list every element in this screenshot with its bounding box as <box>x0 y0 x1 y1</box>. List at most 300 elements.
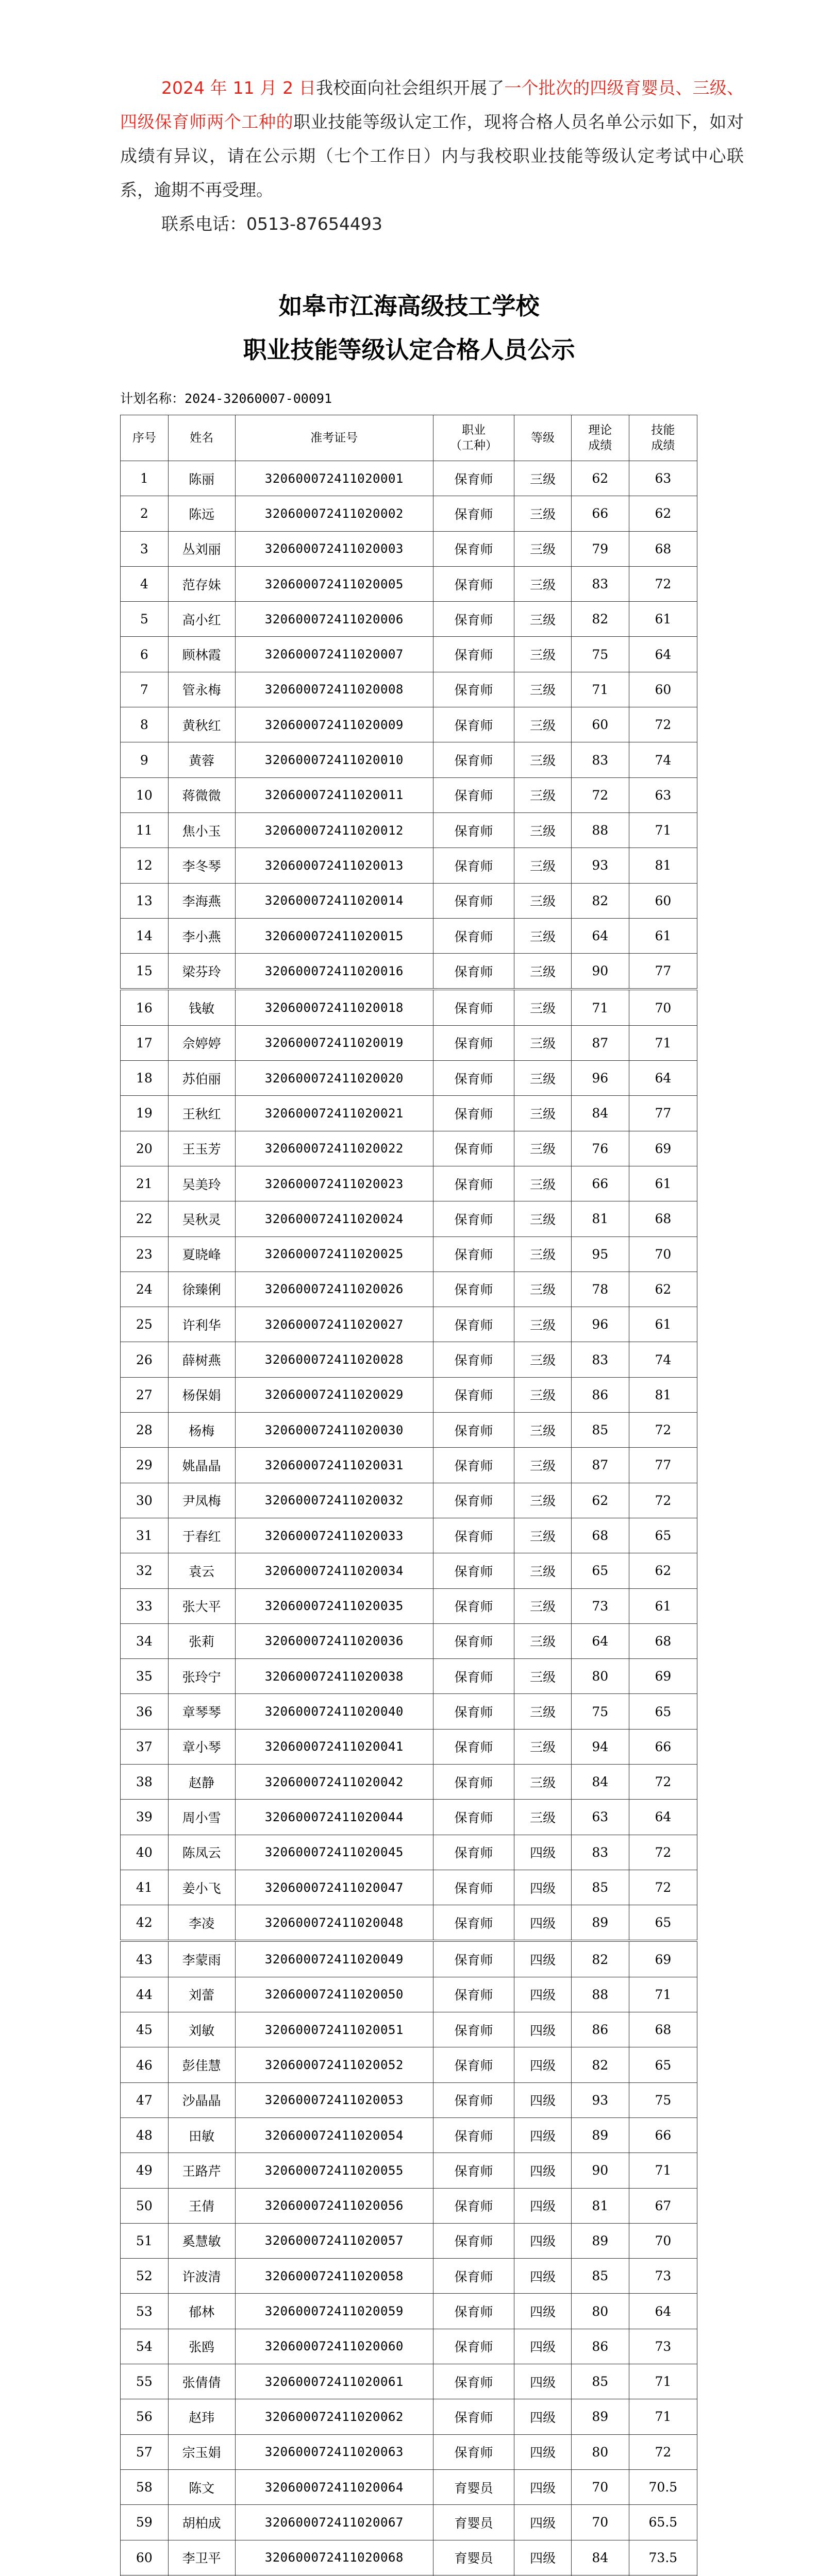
cell-occupation: 保育师 <box>433 848 514 883</box>
cell-theory-score: 93 <box>571 2082 629 2117</box>
table-row <box>121 1764 697 1799</box>
cell-theory-score: 84 <box>571 1764 629 1799</box>
cell-theory-score: 88 <box>571 812 629 848</box>
cell-name: 张莉 <box>168 1623 235 1658</box>
table-body <box>121 461 697 2576</box>
cell-no: 36 <box>121 1694 169 1729</box>
cell-theory-score: 93 <box>571 848 629 883</box>
cell-level: 三级 <box>514 1483 572 1518</box>
cell-level: 三级 <box>514 566 572 601</box>
cell-name: 李海燕 <box>168 883 235 918</box>
cell-no: 32 <box>121 1553 169 1588</box>
cell-skill-score: 64 <box>629 637 697 672</box>
cell-theory-score: 85 <box>571 2259 629 2294</box>
cell-occupation: 保育师 <box>433 1061 514 1096</box>
cell-name: 赵玮 <box>168 2399 235 2434</box>
table-header-row <box>121 415 697 461</box>
cell-ticket: 320600072411020058 <box>235 2259 433 2294</box>
cell-level: 三级 <box>514 602 572 637</box>
cell-theory-score: 72 <box>571 777 629 812</box>
cell-name: 苏伯丽 <box>168 1061 235 1096</box>
cell-name: 田敏 <box>168 2117 235 2153</box>
cell-skill-score: 65 <box>629 2047 697 2082</box>
cell-name: 李小燕 <box>168 918 235 953</box>
cell-ticket: 320600072411020005 <box>235 566 433 601</box>
cell-theory-score: 73 <box>571 1588 629 1623</box>
cell-no: 45 <box>121 2012 169 2047</box>
cell-ticket: 320600072411020048 <box>235 1905 433 1941</box>
cell-theory-score: 83 <box>571 566 629 601</box>
cell-occupation: 保育师 <box>433 1977 514 2012</box>
cell-theory-score: 90 <box>571 2153 629 2188</box>
cell-name: 薛树燕 <box>168 1342 235 1377</box>
cell-no: 59 <box>121 2505 169 2540</box>
phone-label: 联系电话： <box>161 214 246 234</box>
table-row <box>121 1659 697 1694</box>
cell-name: 姜小飞 <box>168 1870 235 1905</box>
cell-name: 张鸥 <box>168 2329 235 2364</box>
cell-name: 陈文 <box>168 2469 235 2504</box>
cell-theory-score: 71 <box>571 989 629 1025</box>
cell-skill-score: 66 <box>629 1729 697 1764</box>
cell-no: 4 <box>121 566 169 601</box>
cell-theory-score: 71 <box>571 672 629 707</box>
cell-no: 41 <box>121 1870 169 1905</box>
cell-skill-score: 61 <box>629 1588 697 1623</box>
cell-skill-score: 68 <box>629 1201 697 1236</box>
cell-level: 四级 <box>514 2364 572 2399</box>
cell-occupation: 保育师 <box>433 1870 514 1905</box>
cell-ticket: 320600072411020051 <box>235 2012 433 2047</box>
cell-level: 三级 <box>514 1659 572 1694</box>
cell-occupation: 保育师 <box>433 1518 514 1553</box>
table-row <box>121 1342 697 1377</box>
cell-ticket: 320600072411020026 <box>235 1272 433 1307</box>
cell-no: 54 <box>121 2329 169 2364</box>
cell-no: 25 <box>121 1307 169 1342</box>
cell-theory-score: 70 <box>571 2505 629 2540</box>
cell-level: 三级 <box>514 1377 572 1412</box>
table-header <box>121 415 697 461</box>
cell-ticket: 320600072411020055 <box>235 2153 433 2188</box>
cell-name: 王路芹 <box>168 2153 235 2188</box>
table-row <box>121 1377 697 1412</box>
cell-theory-score: 89 <box>571 1905 629 1941</box>
cell-no: 46 <box>121 2047 169 2082</box>
cell-skill-score: 72 <box>629 1835 697 1870</box>
cell-skill-score: 63 <box>629 461 697 496</box>
cell-no: 34 <box>121 1623 169 1658</box>
cell-name: 蒋微微 <box>168 777 235 812</box>
cell-theory-score: 89 <box>571 2223 629 2258</box>
cell-theory-score: 89 <box>571 2117 629 2153</box>
cell-ticket: 320600072411020021 <box>235 1096 433 1131</box>
cell-occupation: 保育师 <box>433 2082 514 2117</box>
cell-name: 刘蕾 <box>168 1977 235 2012</box>
cell-level: 四级 <box>514 2259 572 2294</box>
table-row <box>121 707 697 742</box>
cell-name: 吴秋灵 <box>168 1201 235 1236</box>
cell-level: 三级 <box>514 531 572 566</box>
cell-ticket: 320600072411020022 <box>235 1131 433 1166</box>
cell-no: 60 <box>121 2540 169 2575</box>
cell-name: 袁云 <box>168 1553 235 1588</box>
cell-no: 48 <box>121 2117 169 2153</box>
cell-level: 三级 <box>514 1131 572 1166</box>
cell-name: 于春红 <box>168 1518 235 1553</box>
header-name: 姓名 <box>168 415 235 461</box>
cell-theory-score: 66 <box>571 496 629 531</box>
table-row <box>121 989 697 1025</box>
cell-name: 刘敏 <box>168 2012 235 2047</box>
cell-occupation: 保育师 <box>433 777 514 812</box>
table-row <box>121 2188 697 2223</box>
cell-level: 三级 <box>514 1272 572 1307</box>
cell-skill-score: 72 <box>629 1483 697 1518</box>
table-row <box>121 2223 697 2258</box>
cell-name: 许利华 <box>168 1307 235 1342</box>
cell-skill-score: 61 <box>629 602 697 637</box>
cell-occupation: 保育师 <box>433 1800 514 1835</box>
cell-skill-score: 72 <box>629 707 697 742</box>
cell-theory-score: 82 <box>571 1941 629 1977</box>
cell-no: 13 <box>121 883 169 918</box>
cell-no: 55 <box>121 2364 169 2399</box>
cell-theory-score: 86 <box>571 2329 629 2364</box>
cell-no: 27 <box>121 1377 169 1412</box>
cell-level: 三级 <box>514 1342 572 1377</box>
cell-level: 四级 <box>514 2399 572 2434</box>
cell-occupation: 保育师 <box>433 2153 514 2188</box>
cell-level: 四级 <box>514 2223 572 2258</box>
cell-level: 三级 <box>514 1201 572 1236</box>
cell-level: 四级 <box>514 2540 572 2575</box>
cell-theory-score: 80 <box>571 1659 629 1694</box>
cell-skill-score: 75 <box>629 2082 697 2117</box>
cell-no: 49 <box>121 2153 169 2188</box>
cell-skill-score: 62 <box>629 496 697 531</box>
cell-name: 钱敏 <box>168 989 235 1025</box>
cell-level: 四级 <box>514 2188 572 2223</box>
cell-name: 张倩倩 <box>168 2364 235 2399</box>
cell-name: 吴美玲 <box>168 1166 235 1201</box>
cell-level: 四级 <box>514 1870 572 1905</box>
cell-level: 三级 <box>514 1729 572 1764</box>
cell-occupation: 保育师 <box>433 1729 514 1764</box>
cell-theory-score: 63 <box>571 1800 629 1835</box>
cell-skill-score: 64 <box>629 1800 697 1835</box>
cell-skill-score: 61 <box>629 918 697 953</box>
cell-theory-score: 62 <box>571 461 629 496</box>
cell-name: 陈丽 <box>168 461 235 496</box>
cell-theory-score: 62 <box>571 1483 629 1518</box>
header-theory-score: 理论 成绩 <box>571 415 629 461</box>
cell-occupation: 保育师 <box>433 566 514 601</box>
cell-level: 三级 <box>514 1694 572 1729</box>
cell-occupation: 保育师 <box>433 2434 514 2469</box>
cell-skill-score: 72 <box>629 1870 697 1905</box>
cell-ticket: 320600072411020030 <box>235 1413 433 1448</box>
cell-skill-score: 62 <box>629 1272 697 1307</box>
cell-level: 三级 <box>514 742 572 777</box>
cell-occupation: 保育师 <box>433 1448 514 1483</box>
cell-theory-score: 82 <box>571 883 629 918</box>
cell-name: 许波清 <box>168 2259 235 2294</box>
cell-ticket: 320600072411020035 <box>235 1588 433 1623</box>
cell-occupation: 保育师 <box>433 1413 514 1448</box>
cell-occupation: 保育师 <box>433 2329 514 2364</box>
cell-level: 三级 <box>514 1025 572 1060</box>
cell-ticket: 320600072411020003 <box>235 531 433 566</box>
cell-ticket: 320600072411020024 <box>235 1201 433 1236</box>
table-row <box>121 461 697 496</box>
header-skill-score: 技能 成绩 <box>629 415 697 461</box>
cell-skill-score: 60 <box>629 883 697 918</box>
cell-name: 丛刘丽 <box>168 531 235 566</box>
cell-theory-score: 87 <box>571 1448 629 1483</box>
cell-no: 44 <box>121 1977 169 2012</box>
cell-ticket: 320600072411020007 <box>235 637 433 672</box>
cell-occupation: 保育师 <box>433 989 514 1025</box>
cell-theory-score: 82 <box>571 2047 629 2082</box>
cell-skill-score: 73.5 <box>629 2540 697 2575</box>
cell-level: 三级 <box>514 461 572 496</box>
cell-name: 章琴琴 <box>168 1694 235 1729</box>
cell-ticket: 320600072411020061 <box>235 2364 433 2399</box>
cell-level: 三级 <box>514 1307 572 1342</box>
cell-theory-score: 86 <box>571 2012 629 2047</box>
table-row <box>121 2434 697 2469</box>
cell-theory-score: 75 <box>571 1694 629 1729</box>
cell-occupation: 保育师 <box>433 812 514 848</box>
cell-name: 宗玉娟 <box>168 2434 235 2469</box>
cell-level: 四级 <box>514 2047 572 2082</box>
notice-paragraph <box>120 71 744 207</box>
table-row <box>121 1553 697 1588</box>
cell-occupation: 保育师 <box>433 1025 514 1060</box>
cell-occupation: 保育师 <box>433 1272 514 1307</box>
cell-skill-score: 81 <box>629 1377 697 1412</box>
cell-occupation: 保育师 <box>433 1553 514 1588</box>
cell-level: 三级 <box>514 1588 572 1623</box>
cell-no: 1 <box>121 461 169 496</box>
cell-no: 26 <box>121 1342 169 1377</box>
cell-no: 22 <box>121 1201 169 1236</box>
cell-no: 43 <box>121 1941 169 1977</box>
cell-no: 2 <box>121 496 169 531</box>
cell-level: 四级 <box>514 2012 572 2047</box>
cell-theory-score: 66 <box>571 1166 629 1201</box>
cell-level: 四级 <box>514 1977 572 2012</box>
cell-level: 四级 <box>514 2117 572 2153</box>
cell-no: 47 <box>121 2082 169 2117</box>
table-row <box>121 777 697 812</box>
cell-no: 35 <box>121 1659 169 1694</box>
cell-level: 三级 <box>514 918 572 953</box>
cell-name: 陈凤云 <box>168 1835 235 1870</box>
cell-name: 彭佳慧 <box>168 2047 235 2082</box>
cell-ticket: 320600072411020027 <box>235 1307 433 1342</box>
cell-occupation: 保育师 <box>433 2223 514 2258</box>
cell-no: 51 <box>121 2223 169 2258</box>
cell-level: 三级 <box>514 777 572 812</box>
table-row <box>121 1729 697 1764</box>
cell-level: 三级 <box>514 812 572 848</box>
cell-skill-score: 74 <box>629 1342 697 1377</box>
cell-name: 夏晓峰 <box>168 1236 235 1272</box>
table-row <box>121 954 697 990</box>
cell-skill-score: 68 <box>629 531 697 566</box>
plan-name <box>120 388 332 407</box>
cell-skill-score: 61 <box>629 1307 697 1342</box>
cell-occupation: 保育师 <box>433 1307 514 1342</box>
cell-occupation: 保育师 <box>433 2294 514 2329</box>
cell-skill-score: 63 <box>629 777 697 812</box>
cell-ticket: 320600072411020018 <box>235 989 433 1025</box>
cell-theory-score: 78 <box>571 1272 629 1307</box>
cell-no: 3 <box>121 531 169 566</box>
cell-name: 王倩 <box>168 2188 235 2223</box>
cell-no: 21 <box>121 1166 169 1201</box>
cell-name: 章小琴 <box>168 1729 235 1764</box>
cell-ticket: 320600072411020049 <box>235 1941 433 1977</box>
notice-intro <box>120 71 744 241</box>
cell-level: 三级 <box>514 1764 572 1799</box>
cell-occupation: 保育师 <box>433 496 514 531</box>
cell-occupation: 保育师 <box>433 1201 514 1236</box>
cell-skill-score: 66 <box>629 2117 697 2153</box>
table-row <box>121 1694 697 1729</box>
header-occupation: 职业 （工种） <box>433 415 514 461</box>
cell-name: 胡柏成 <box>168 2505 235 2540</box>
cell-occupation: 保育师 <box>433 1905 514 1941</box>
table-row <box>121 672 697 707</box>
cell-occupation: 保育师 <box>433 954 514 990</box>
cell-level: 四级 <box>514 2294 572 2329</box>
cell-skill-score: 71 <box>629 2399 697 2434</box>
announcement-title: 职业技能等级认定合格人员公示 <box>243 336 575 364</box>
cell-ticket: 320600072411020059 <box>235 2294 433 2329</box>
cell-skill-score: 71 <box>629 2153 697 2188</box>
cell-occupation: 保育师 <box>433 602 514 637</box>
cell-ticket: 320600072411020008 <box>235 672 433 707</box>
cell-skill-score: 77 <box>629 954 697 990</box>
cell-skill-score: 77 <box>629 1096 697 1131</box>
cell-ticket: 320600072411020044 <box>235 1800 433 1835</box>
cell-level: 四级 <box>514 2434 572 2469</box>
cell-theory-score: 83 <box>571 1342 629 1377</box>
cell-no: 8 <box>121 707 169 742</box>
cell-occupation: 保育师 <box>433 918 514 953</box>
cell-level: 三级 <box>514 883 572 918</box>
cell-level: 四级 <box>514 2082 572 2117</box>
cell-theory-score: 81 <box>571 1201 629 1236</box>
table-row <box>121 1623 697 1658</box>
cell-ticket: 320600072411020038 <box>235 1659 433 1694</box>
cell-occupation: 育婴员 <box>433 2505 514 2540</box>
cell-no: 29 <box>121 1448 169 1483</box>
notice-text-a: 我校面向社会组织开展了 <box>316 78 505 98</box>
cell-level: 三级 <box>514 1518 572 1553</box>
table-row <box>121 918 697 953</box>
cell-theory-score: 64 <box>571 918 629 953</box>
cell-name: 周小雪 <box>168 1800 235 1835</box>
notice-highlight: 一个批次的四级育婴员、三级、四级保育师两个工种的 <box>120 78 744 132</box>
cell-level: 三级 <box>514 1448 572 1483</box>
cell-occupation: 保育师 <box>433 2364 514 2399</box>
cell-skill-score: 69 <box>629 1941 697 1977</box>
cell-skill-score: 68 <box>629 2012 697 2047</box>
cell-ticket: 320600072411020057 <box>235 2223 433 2258</box>
cell-occupation: 保育师 <box>433 1342 514 1377</box>
table-row <box>121 1835 697 1870</box>
cell-ticket: 320600072411020032 <box>235 1483 433 1518</box>
cell-level: 四级 <box>514 2153 572 2188</box>
table-row <box>121 2294 697 2329</box>
table-row <box>121 496 697 531</box>
header-level: 等级 <box>514 415 572 461</box>
table-row <box>121 1025 697 1060</box>
table-row <box>121 1448 697 1483</box>
table-row <box>121 2469 697 2504</box>
cell-name: 梁芬玲 <box>168 954 235 990</box>
table-row <box>121 531 697 566</box>
table-row <box>121 2399 697 2434</box>
table-row <box>121 1166 697 1201</box>
table-row <box>121 1800 697 1835</box>
cell-ticket: 320600072411020015 <box>235 918 433 953</box>
cell-level: 四级 <box>514 1835 572 1870</box>
cell-no: 19 <box>121 1096 169 1131</box>
table-row <box>121 2082 697 2117</box>
cell-level: 三级 <box>514 496 572 531</box>
cell-ticket: 320600072411020040 <box>235 1694 433 1729</box>
table-row <box>121 2540 697 2575</box>
table-row <box>121 2259 697 2294</box>
cell-occupation: 保育师 <box>433 1835 514 1870</box>
cell-name: 范存妹 <box>168 566 235 601</box>
cell-theory-score: 80 <box>571 2294 629 2329</box>
cell-no: 42 <box>121 1905 169 1941</box>
table-row <box>121 602 697 637</box>
cell-skill-score: 72 <box>629 2434 697 2469</box>
cell-no: 16 <box>121 989 169 1025</box>
table-row <box>121 2012 697 2047</box>
cell-ticket: 320600072411020042 <box>235 1764 433 1799</box>
cell-name: 黄秋红 <box>168 707 235 742</box>
table-row <box>121 1905 697 1941</box>
cell-no: 33 <box>121 1588 169 1623</box>
cell-level: 三级 <box>514 637 572 672</box>
table-row <box>121 1307 697 1342</box>
cell-name: 姚晶晶 <box>168 1448 235 1483</box>
table-row <box>121 566 697 601</box>
cell-occupation: 保育师 <box>433 1764 514 1799</box>
cell-name: 奚慧敏 <box>168 2223 235 2258</box>
cell-name: 李蒙雨 <box>168 1941 235 1977</box>
cell-theory-score: 83 <box>571 742 629 777</box>
cell-name: 焦小玉 <box>168 812 235 848</box>
cell-skill-score: 70 <box>629 2223 697 2258</box>
header-no: 序号 <box>121 415 169 461</box>
table-row <box>121 1413 697 1448</box>
cell-no: 31 <box>121 1518 169 1553</box>
cell-occupation: 保育师 <box>433 2117 514 2153</box>
cell-no: 39 <box>121 1800 169 1835</box>
cell-theory-score: 80 <box>571 2434 629 2469</box>
cell-level: 三级 <box>514 707 572 742</box>
cell-theory-score: 60 <box>571 707 629 742</box>
